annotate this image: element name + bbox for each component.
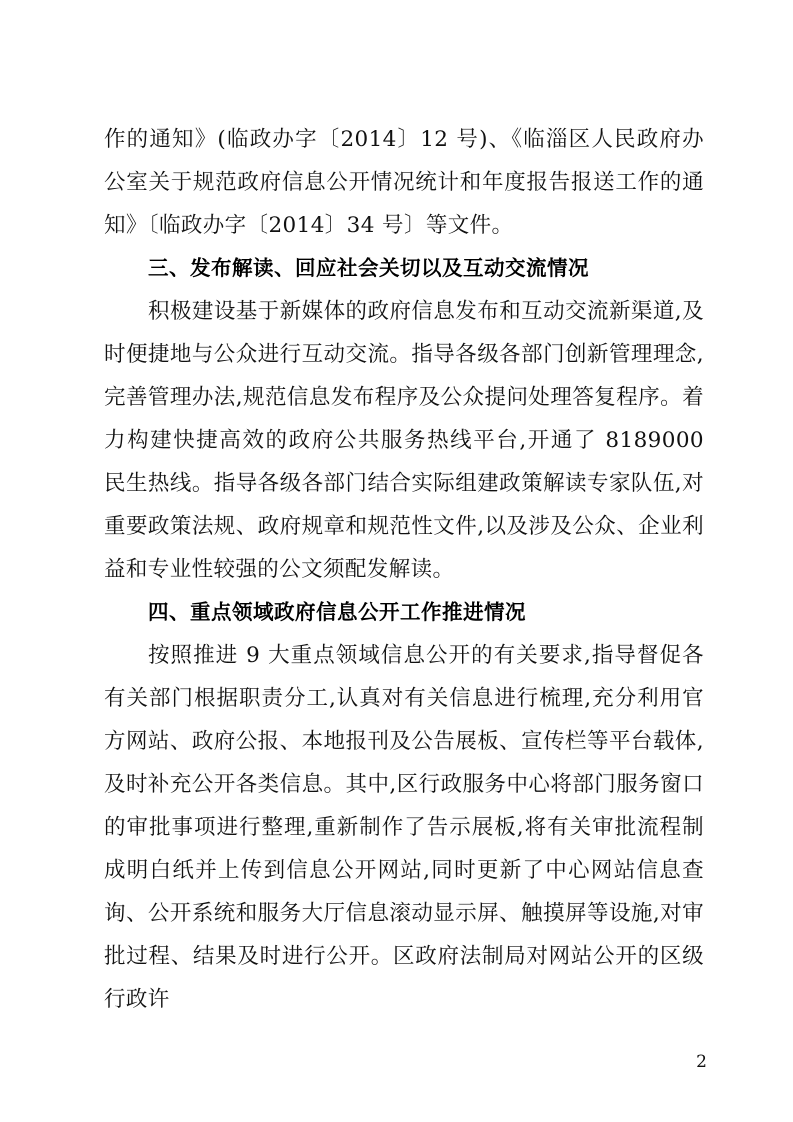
paragraph-continuation: 作的通知》(临政办字〔2014〕12 号)、《临淄区人民政府办公室关于规范政府信息公开情况统计和年度报告报送工作的通知》〔临政办字〔2014〕34 号〕等文件。 [104,127,704,238]
document-body [104,118,704,1021]
paragraph-section-three: 积极建设基于新媒体的政府信息发布和互动交流新渠道,及时便捷地与公众进行互动交流。指导各级各部门创新管理理念,完善管理办法,规范信息发布程序及公众提问处理答复程序。着力构建快捷高效的政府公共服务热线平台,开通了 8189000 民生热线。指导各级各部门结合实际组建政策解读专家队伍,对重要政策法规、政府规章和规范性文件,以及涉及公众、企业利益和专业性较强的公文须配发解读。 [104,299,704,582]
page-number: 2 [696,1052,707,1072]
paragraph-section-four: 按照推进 9 大重点领域信息公开的有关要求,指导督促各有关部门根据职责分工,认真对有关信息进行梳理,充分利用官方网站、政府公报、本地报刊及公告展板、宣传栏等平台载体,及时补充公开各类信息。其中,区行政服务中心将部门服务窗口的审批事项进行整理,重新制作了告示展板,将有关审批流程制成明白纸并上传到信息公开网站,同时更新了中心网站信息查询、公开系统和服务大厅信息滚动显示屏、触摸屏等设施,对审批过程、结果及时进行公开。区政府法制局对网站公开的区级行政许 [104,643,704,1012]
section-heading-four: 四、重点领域政府信息公开工作推进情况 [148,600,526,624]
section-heading-three: 三、发布解读、回应社会关切以及互动交流情况 [148,256,589,280]
